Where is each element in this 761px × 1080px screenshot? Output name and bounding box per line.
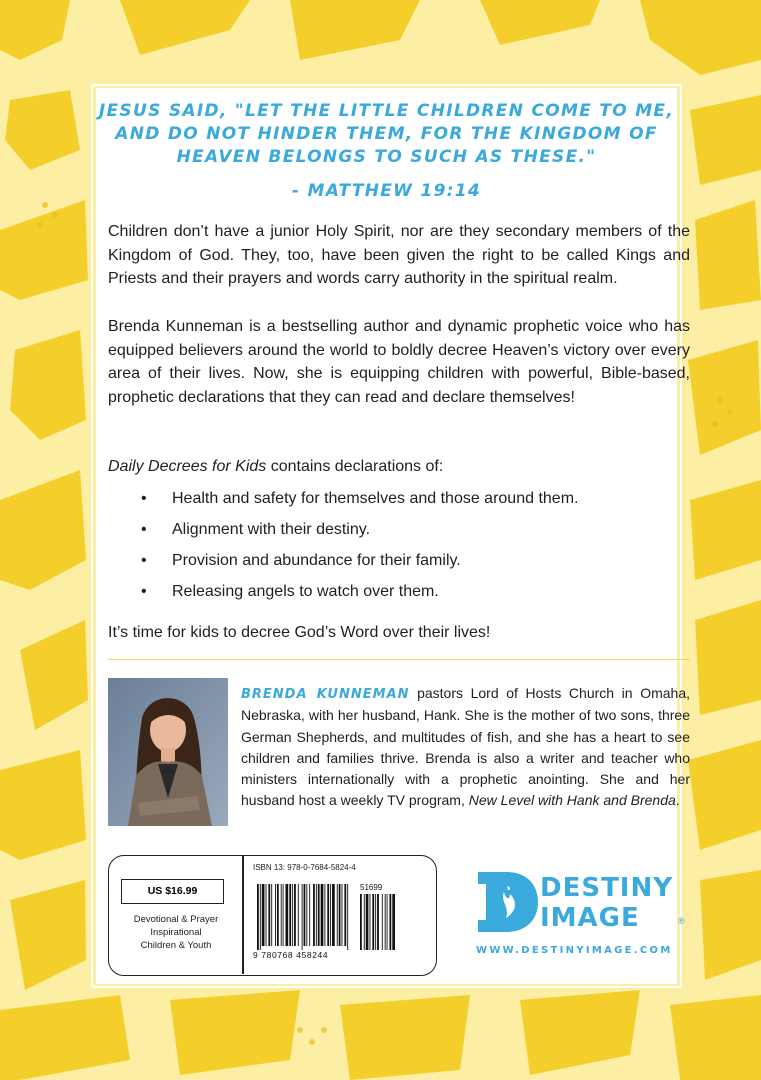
- barcode-bar: [281, 884, 282, 946]
- barcode-bar: [364, 894, 365, 950]
- barcode-bar: [382, 894, 383, 950]
- barcode-bar: [283, 884, 284, 946]
- list-item: • Alignment with their destiny.: [108, 518, 690, 549]
- retail-info-box: [108, 855, 437, 976]
- barcode-bar: [332, 884, 335, 946]
- publisher-url: WWW.DESTINYIMAGE.COM: [476, 945, 673, 956]
- author-summary-paragraph: Brenda Kunneman is a bestselling author and dynamic prophetic voice who has equipped believers around the world to boldly decree Heaven’s victory over every area of their lives. Now, she is equipping children with powerful, Bible-based, prophetic declarations that they can read and declare themselves!: [108, 318, 690, 406]
- list-item: • Health and safety for themselves and those around them.: [108, 487, 690, 518]
- declarations-list: [108, 487, 690, 611]
- intro-paragraph: Children don’t have a junior Holy Spirit, nor are they secondary members of the Kingdom of God. They, too, have been given the right to be called Kings and Priests and their prayers and words carry authority in the spiritual realm.: [108, 223, 690, 287]
- quote-line-1: JESUS SAID, "LET THE LITTLE CHILDREN COME TO ME,: [98, 101, 675, 121]
- barcode-bar: [324, 884, 325, 946]
- barcode-bar: [257, 884, 259, 950]
- barcode-bar: [330, 884, 331, 946]
- quote-reference: - MATTHEW 19:14: [291, 181, 482, 201]
- divider: [108, 659, 690, 660]
- barcode-bar: [266, 884, 267, 946]
- declarations-intro-text: contains declarations of:: [266, 458, 444, 475]
- author-photo: [108, 678, 228, 826]
- barcode-bar: [389, 894, 391, 950]
- tv-program-title: New Level with Hank and Brenda: [468, 792, 676, 809]
- barcode-bar: [316, 884, 317, 946]
- bullet-icon: •: [141, 490, 147, 507]
- category: Devotional & Prayer: [133, 914, 219, 925]
- author-bio-text: pastors Lord of Hosts Church in Omaha, Nebraska, with her husband, Hank. She is the mother of two sons, three German Shepherds, and multitudes of fish, and she has a heart to see children and families thrive. Brenda is also a writer and teacher who ministers internationally with a prophetic anointing. She and her husband host a weekly TV program,: [241, 685, 690, 809]
- barcode-bar: [360, 894, 362, 950]
- bullet-icon: •: [141, 583, 147, 600]
- barcode-bar: [347, 884, 348, 950]
- barcode-bar: [289, 884, 291, 946]
- barcode-bar: [277, 884, 279, 946]
- barcode-bar: [286, 884, 289, 946]
- publisher-name-line-1: DESTINY: [540, 873, 674, 903]
- barcode-bar: [318, 884, 320, 946]
- category: Children & Youth: [140, 940, 212, 951]
- barcode-bar: [392, 894, 395, 950]
- barcode-bar: [375, 894, 376, 950]
- barcode-bar: [372, 894, 374, 950]
- bullet-icon: •: [141, 552, 147, 569]
- barcode-bar: [339, 884, 341, 946]
- barcode-bar: [304, 884, 306, 946]
- publisher-name-line-2: IMAGE: [540, 903, 640, 933]
- box-separator: [242, 856, 244, 974]
- barcode-bar: [387, 894, 388, 950]
- barcode-bar: [268, 884, 270, 946]
- category-list: [115, 913, 237, 952]
- barcode-bar: [302, 884, 303, 950]
- scripture-quote: [96, 100, 677, 203]
- barcode-bar: [377, 894, 379, 950]
- barcode-bar: [337, 884, 338, 946]
- barcode-bar: [385, 894, 386, 950]
- barcode-bar: [275, 884, 276, 946]
- barcode-bar: [260, 884, 261, 950]
- barcode-digits: 9 780768 458244: [253, 950, 329, 960]
- author-name: BRENDA KUNNEMAN: [241, 687, 410, 702]
- barcode-bar: [321, 884, 324, 946]
- declarations-intro: [108, 455, 690, 479]
- barcode-bar: [306, 884, 307, 946]
- category: Inspirational: [150, 927, 202, 938]
- barcode-bar: [342, 884, 343, 946]
- list-item: • Releasing angels to watch over them.: [108, 580, 690, 611]
- barcode-bar: [327, 884, 329, 946]
- barcode-bar: [344, 884, 346, 946]
- closing-line: It’s time for kids to decree God’s Word over their lives!: [108, 624, 491, 641]
- isbn-label: ISBN 13: 978-0-7684-5824-4: [253, 863, 356, 872]
- list-item: • Provision and abundance for their family.: [108, 549, 690, 580]
- barcode-bar: [313, 884, 315, 946]
- barcode-bar: [292, 884, 293, 946]
- addon-code: 51699: [360, 883, 383, 892]
- barcode-bar: [370, 894, 371, 950]
- quote-line-2: AND DO NOT HINDER THEM, FOR THE KINGDOM OF: [115, 124, 658, 144]
- quote-line-3: HEAVEN BELONGS TO SUCH AS THESE.": [176, 147, 597, 167]
- barcode: [253, 882, 433, 960]
- barcode-bar: [262, 884, 265, 946]
- registered-mark: ®: [678, 916, 685, 926]
- barcode-bar: [294, 884, 296, 946]
- barcode-bar: [309, 884, 310, 946]
- bullet-icon: •: [141, 521, 147, 538]
- barcode-bar: [298, 884, 299, 946]
- barcode-bar: [271, 884, 272, 946]
- author-bio: BRENDA KUNNEMAN pastors Lord of Hosts Church in Omaha, Nebraska, with her husband, Hank. She is the mother of two sons, three German Shepherds, and multitudes of fish, and she has a heart to see children and families thrive. Brenda is also a writer and teacher who ministers internationally with a prophetic anointing. She and her husband host a weekly TV program, New Level with Hank and Brenda.: [241, 685, 690, 809]
- book-title: Daily Decrees for Kids: [108, 458, 267, 475]
- barcode-bar: [366, 894, 369, 950]
- price-label: US $16.99: [121, 879, 224, 904]
